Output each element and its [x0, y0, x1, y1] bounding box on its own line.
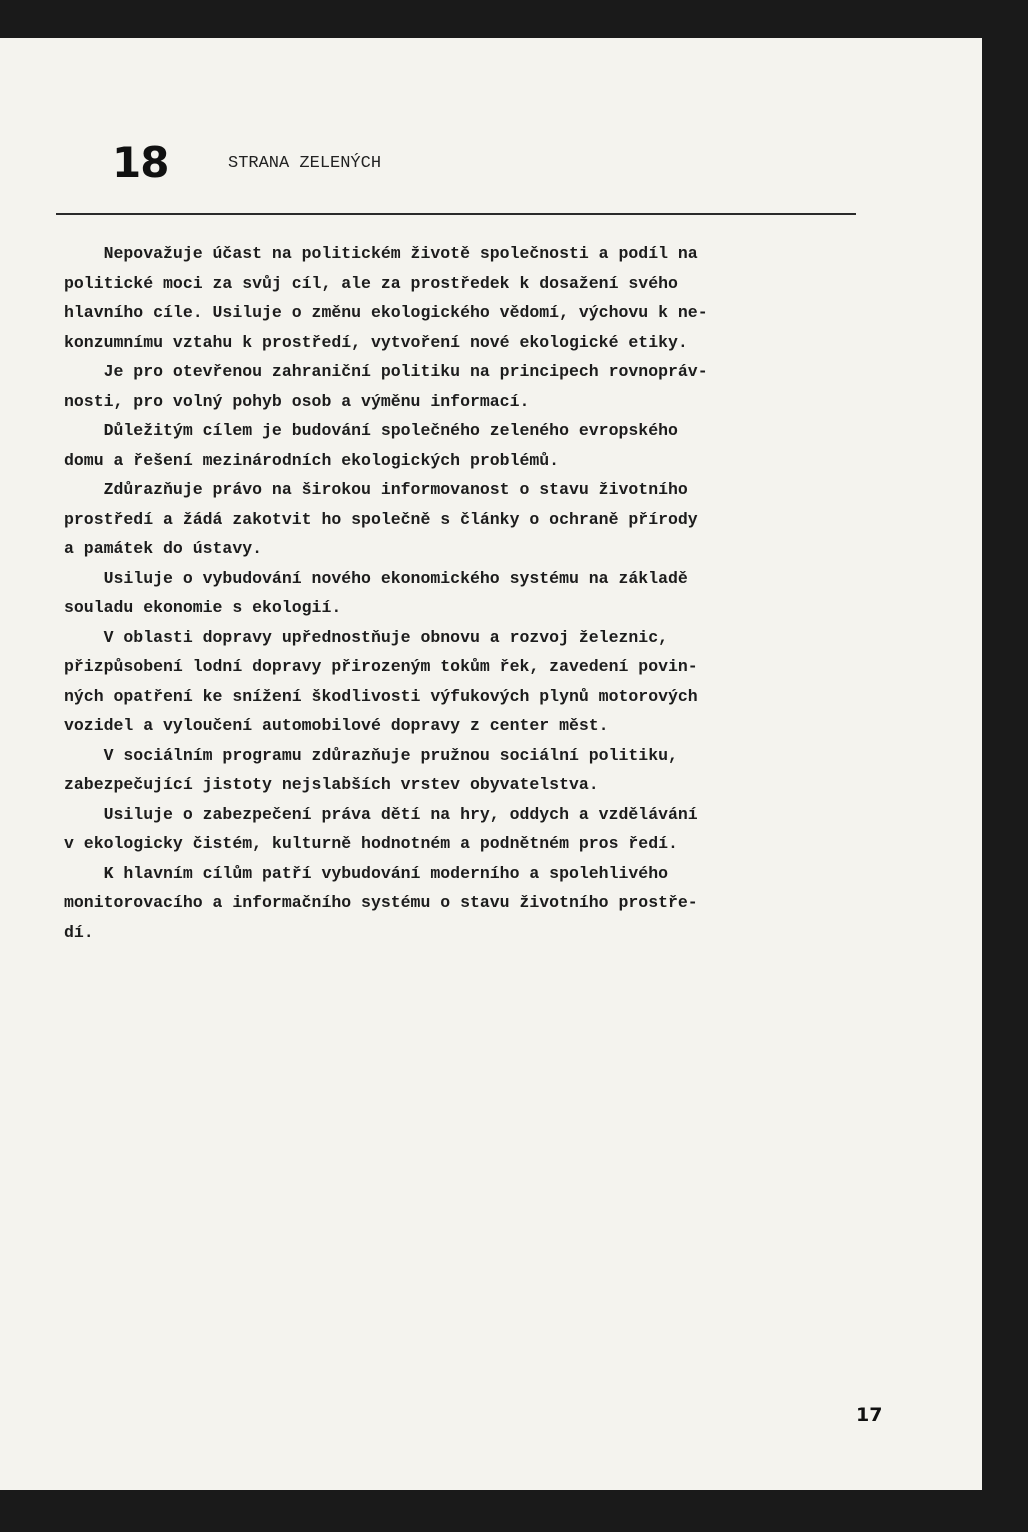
text-line: prostředí a žádá zakotvit ho společně s články o ochraně přírody — [64, 509, 698, 529]
text-line: K hlavním cílům patří vybudování moderního a spolehlivého — [64, 863, 668, 883]
text-line: souladu ekonomie s ekologií. — [64, 598, 342, 617]
text-line: Zdůrazňuje právo na širokou informovanost o stavu životního — [64, 480, 688, 499]
page-header — [112, 138, 872, 188]
text-line: Důležitým cílem je budování společného zeleného evropského — [64, 421, 678, 440]
text-line: ných opatření ke snížení škodlivosti výfukových plynů motorových — [64, 686, 698, 706]
text-line: konzumnímu vztahu k prostředí, vytvoření nové ekologické etiky. — [64, 332, 688, 352]
section-title: STRANA ZELENÝCH — [228, 154, 382, 173]
text-line: Nepovažuje účast na politickém životě společnosti a podíl na — [64, 244, 698, 263]
text-line: v ekologicky čistém, kulturně hodnotném a podnětném pros ředí. — [64, 834, 678, 853]
text-line: V sociálním programu zdůrazňuje pružnou sociální politiku, — [64, 745, 678, 765]
text-line: Je pro otevřenou zahraniční politiku na principech rovnopráv- — [64, 362, 708, 381]
header-divider — [56, 213, 856, 215]
text-line: dí. — [64, 922, 94, 942]
text-line: vozidel a vyloučení automobilové dopravy z center měst. — [64, 716, 609, 735]
text-line: Usiluje o vybudování nového ekonomického systému na základě — [64, 568, 688, 588]
text-line: nosti, pro volný pohyb osob a výměnu informací. — [64, 391, 530, 411]
text-line: a památek do ústavy. — [64, 539, 263, 558]
text-line: V oblasti dopravy upřednostňuje obnovu a rozvoj železnic, — [64, 627, 668, 647]
page-number: 17 — [856, 1404, 883, 1426]
text-line: přizpůsobení lodní dopravy přirozeným tokům řek, zavedení povin- — [64, 657, 698, 676]
text-line: politické moci za svůj cíl, ale za prostředek k dosažení svého — [64, 273, 678, 293]
body-text — [64, 239, 854, 947]
text-line: domu a řešení mezinárodních ekologických problémů. — [64, 450, 560, 470]
text-line: zabezpečující jistoty nejslabších vrstev obyvatelstva. — [64, 775, 599, 794]
text-line: Usiluje o zabezpečení práva dětí na hry, oddych a vzdělávání — [64, 804, 698, 824]
text-line: monitorovacího a informačního systému o stavu životního prostře- — [64, 893, 698, 912]
document-page — [0, 38, 982, 1490]
text-line: hlavního cíle. Usiluje o změnu ekologického vědomí, výchovu k ne- — [64, 303, 708, 322]
section-number: 18 — [112, 138, 169, 187]
